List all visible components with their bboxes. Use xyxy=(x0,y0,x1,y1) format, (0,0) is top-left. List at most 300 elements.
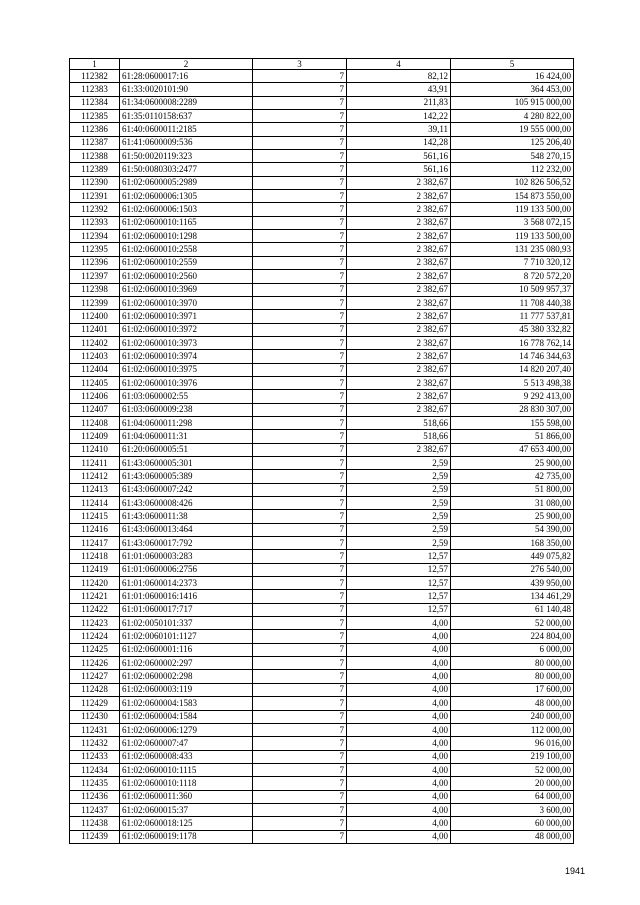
code-cell: 7 xyxy=(253,136,347,149)
code-cell: 7 xyxy=(253,763,347,776)
table-row xyxy=(70,256,574,269)
code-cell: 7 xyxy=(253,550,347,563)
table-row xyxy=(70,296,574,309)
cadastral-number-cell: 61:02:0600010:3973 xyxy=(120,336,253,349)
row-number-cell: 112437 xyxy=(70,803,120,816)
cadastral-number-cell: 61:02:0600010:1115 xyxy=(120,763,253,776)
cadastral-number-cell: 61:02:0060101:1127 xyxy=(120,630,253,643)
row-number-cell: 112400 xyxy=(70,310,120,323)
table-row xyxy=(70,350,574,363)
column-header-2: 2 xyxy=(120,59,253,70)
column-header-5: 5 xyxy=(451,59,574,70)
value-cell: 154 873 550,00 xyxy=(451,190,574,203)
value-cell: 224 804,00 xyxy=(451,630,574,643)
table-row xyxy=(70,430,574,443)
table-row xyxy=(70,190,574,203)
code-cell: 7 xyxy=(253,350,347,363)
cadastral-number-cell: 61:02:0600018:125 xyxy=(120,817,253,830)
table-row xyxy=(70,683,574,696)
row-number-cell: 112407 xyxy=(70,403,120,416)
value-cell: 54 390,00 xyxy=(451,523,574,536)
cadastral-number-cell: 61:02:0600003:119 xyxy=(120,683,253,696)
cadastral-number-cell: 61:02:0600010:2558 xyxy=(120,243,253,256)
rate-cell: 2 382,67 xyxy=(347,230,451,243)
cadastral-number-cell: 61:50:0020119:323 xyxy=(120,150,253,163)
value-cell: 7 710 320,12 xyxy=(451,256,574,269)
value-cell: 8 720 572,20 xyxy=(451,270,574,283)
cadastral-number-cell: 61:01:0600003:283 xyxy=(120,550,253,563)
value-cell: 14 820 207,40 xyxy=(451,363,574,376)
column-header-1: 1 xyxy=(70,59,120,70)
row-number-cell: 112397 xyxy=(70,270,120,283)
rate-cell: 4,00 xyxy=(347,643,451,656)
code-cell: 7 xyxy=(253,803,347,816)
rate-cell: 12,57 xyxy=(347,590,451,603)
table-header xyxy=(70,59,574,70)
row-number-cell: 112430 xyxy=(70,710,120,723)
cadastral-number-cell: 61:02:0600006:1503 xyxy=(120,203,253,216)
value-cell: 102 826 506,52 xyxy=(451,176,574,189)
table-row xyxy=(70,336,574,349)
code-cell: 7 xyxy=(253,630,347,643)
rate-cell: 2,59 xyxy=(347,523,451,536)
table-row xyxy=(70,697,574,710)
column-header-3: 3 xyxy=(253,59,347,70)
value-cell: 28 830 307,00 xyxy=(451,403,574,416)
table-row xyxy=(70,83,574,96)
rate-cell: 142,22 xyxy=(347,110,451,123)
rate-cell: 2 382,67 xyxy=(347,243,451,256)
table-row xyxy=(70,577,574,590)
cadastral-number-cell: 61:02:0600011:360 xyxy=(120,790,253,803)
value-cell: 11 777 537,81 xyxy=(451,310,574,323)
row-number-cell: 112436 xyxy=(70,790,120,803)
table-row xyxy=(70,817,574,830)
table-row xyxy=(70,96,574,109)
rate-cell: 561,16 xyxy=(347,150,451,163)
rate-cell: 211,83 xyxy=(347,96,451,109)
value-cell: 364 453,00 xyxy=(451,83,574,96)
code-cell: 7 xyxy=(253,430,347,443)
row-number-cell: 112431 xyxy=(70,723,120,736)
table-row xyxy=(70,523,574,536)
row-number-cell: 112410 xyxy=(70,443,120,456)
rate-cell: 4,00 xyxy=(347,763,451,776)
rate-cell: 2,59 xyxy=(347,497,451,510)
value-cell: 60 000,00 xyxy=(451,817,574,830)
code-cell: 7 xyxy=(253,510,347,523)
row-number-cell: 112405 xyxy=(70,376,120,389)
code-cell: 7 xyxy=(253,256,347,269)
cadastral-number-cell: 61:02:0600010:3971 xyxy=(120,310,253,323)
value-cell: 10 509 957,37 xyxy=(451,283,574,296)
cadastral-number-cell: 61:02:0600019:1178 xyxy=(120,830,253,843)
row-number-cell: 112421 xyxy=(70,590,120,603)
row-number-cell: 112390 xyxy=(70,176,120,189)
rate-cell: 12,57 xyxy=(347,550,451,563)
row-number-cell: 112398 xyxy=(70,283,120,296)
value-cell: 219 100,00 xyxy=(451,750,574,763)
row-number-cell: 112393 xyxy=(70,216,120,229)
value-cell: 168 350,00 xyxy=(451,537,574,550)
cadastral-number-cell: 61:02:0600015:37 xyxy=(120,803,253,816)
table-row xyxy=(70,830,574,843)
code-cell: 7 xyxy=(253,643,347,656)
rate-cell: 2 382,67 xyxy=(347,363,451,376)
page-number: 1941 xyxy=(564,866,585,876)
rate-cell: 4,00 xyxy=(347,670,451,683)
code-cell: 7 xyxy=(253,723,347,736)
rate-cell: 2 382,67 xyxy=(347,323,451,336)
table-row xyxy=(70,657,574,670)
row-number-cell: 112391 xyxy=(70,190,120,203)
value-cell: 61 140,48 xyxy=(451,603,574,616)
row-number-cell: 112389 xyxy=(70,163,120,176)
code-cell: 7 xyxy=(253,737,347,750)
row-number-cell: 112419 xyxy=(70,563,120,576)
value-cell: 134 461,29 xyxy=(451,590,574,603)
code-cell: 7 xyxy=(253,376,347,389)
code-cell: 7 xyxy=(253,203,347,216)
value-cell: 119 133 500,00 xyxy=(451,203,574,216)
code-cell: 7 xyxy=(253,110,347,123)
table-row xyxy=(70,310,574,323)
code-cell: 7 xyxy=(253,390,347,403)
cadastral-number-cell: 61:01:0600014:2373 xyxy=(120,577,253,590)
table-body xyxy=(70,70,574,844)
cadastral-number-cell: 61:20:0600005:51 xyxy=(120,443,253,456)
cadastral-number-cell: 61:02:0600001:116 xyxy=(120,643,253,656)
code-cell: 7 xyxy=(253,657,347,670)
row-number-cell: 112402 xyxy=(70,336,120,349)
rate-cell: 142,28 xyxy=(347,136,451,149)
cadastral-number-cell: 61:02:0600010:3972 xyxy=(120,323,253,336)
table-row xyxy=(70,723,574,736)
rate-cell: 4,00 xyxy=(347,683,451,696)
row-number-cell: 112394 xyxy=(70,230,120,243)
cadastral-number-cell: 61:02:0050101:337 xyxy=(120,617,253,630)
value-cell: 112 000,00 xyxy=(451,723,574,736)
value-cell: 48 000,00 xyxy=(451,830,574,843)
value-cell: 119 133 500,00 xyxy=(451,230,574,243)
code-cell: 7 xyxy=(253,176,347,189)
row-number-cell: 112386 xyxy=(70,123,120,136)
row-number-cell: 112401 xyxy=(70,323,120,336)
cadastral-number-cell: 61:43:0600007:242 xyxy=(120,483,253,496)
row-number-cell: 112424 xyxy=(70,630,120,643)
table-row xyxy=(70,763,574,776)
row-number-cell: 112387 xyxy=(70,136,120,149)
table-row xyxy=(70,270,574,283)
cadastral-number-cell: 61:02:0600004:1583 xyxy=(120,697,253,710)
table-row xyxy=(70,163,574,176)
cadastral-number-cell: 61:03:0600002:55 xyxy=(120,390,253,403)
value-cell: 5 513 498,38 xyxy=(451,376,574,389)
code-cell: 7 xyxy=(253,483,347,496)
rate-cell: 2 382,67 xyxy=(347,390,451,403)
table-row xyxy=(70,403,574,416)
cadastral-number-cell: 61:04:0600011:31 xyxy=(120,430,253,443)
value-cell: 51 866,00 xyxy=(451,430,574,443)
cadastral-number-cell: 61:43:0600013:464 xyxy=(120,523,253,536)
table-row xyxy=(70,777,574,790)
rate-cell: 4,00 xyxy=(347,617,451,630)
code-cell: 7 xyxy=(253,683,347,696)
code-cell: 7 xyxy=(253,70,347,83)
code-cell: 7 xyxy=(253,230,347,243)
code-cell: 7 xyxy=(253,283,347,296)
row-number-cell: 112425 xyxy=(70,643,120,656)
rate-cell: 2,59 xyxy=(347,537,451,550)
row-number-cell: 112428 xyxy=(70,683,120,696)
code-cell: 7 xyxy=(253,363,347,376)
row-number-cell: 112427 xyxy=(70,670,120,683)
value-cell: 80 000,00 xyxy=(451,657,574,670)
value-cell: 64 000,00 xyxy=(451,790,574,803)
table-row xyxy=(70,510,574,523)
cadastral-number-cell: 61:02:0600010:1298 xyxy=(120,230,253,243)
value-cell: 439 950,00 xyxy=(451,577,574,590)
value-cell: 16 778 762,14 xyxy=(451,336,574,349)
rate-cell: 2,59 xyxy=(347,470,451,483)
rate-cell: 39,11 xyxy=(347,123,451,136)
rate-cell: 2 382,67 xyxy=(347,403,451,416)
rate-cell: 4,00 xyxy=(347,710,451,723)
row-number-cell: 112403 xyxy=(70,350,120,363)
table-row xyxy=(70,416,574,429)
cadastral-number-cell: 61:02:0600006:1279 xyxy=(120,723,253,736)
table-row xyxy=(70,390,574,403)
row-number-cell: 112416 xyxy=(70,523,120,536)
cadastral-number-cell: 61:02:0600010:2560 xyxy=(120,270,253,283)
rate-cell: 2 382,67 xyxy=(347,216,451,229)
code-cell: 7 xyxy=(253,150,347,163)
value-cell: 449 075,82 xyxy=(451,550,574,563)
row-number-cell: 112415 xyxy=(70,510,120,523)
cadastral-number-cell: 61:02:0600010:3970 xyxy=(120,296,253,309)
row-number-cell: 112392 xyxy=(70,203,120,216)
row-number-cell: 112433 xyxy=(70,750,120,763)
rate-cell: 2 382,67 xyxy=(347,376,451,389)
cadastral-number-cell: 61:03:0600009:238 xyxy=(120,403,253,416)
row-number-cell: 112395 xyxy=(70,243,120,256)
code-cell: 7 xyxy=(253,523,347,536)
rate-cell: 2 382,67 xyxy=(347,203,451,216)
value-cell: 25 900,00 xyxy=(451,456,574,469)
row-number-cell: 112418 xyxy=(70,550,120,563)
rate-cell: 4,00 xyxy=(347,803,451,816)
value-cell: 17 600,00 xyxy=(451,683,574,696)
value-cell: 9 292 413,00 xyxy=(451,390,574,403)
row-number-cell: 112399 xyxy=(70,296,120,309)
rate-cell: 12,57 xyxy=(347,603,451,616)
value-cell: 52 000,00 xyxy=(451,617,574,630)
row-number-cell: 112439 xyxy=(70,830,120,843)
rate-cell: 4,00 xyxy=(347,817,451,830)
cadastral-number-cell: 61:01:0600016:1416 xyxy=(120,590,253,603)
code-cell: 7 xyxy=(253,96,347,109)
rate-cell: 2 382,67 xyxy=(347,270,451,283)
value-cell: 45 380 332,82 xyxy=(451,323,574,336)
cadastral-number-cell: 61:43:0600005:389 xyxy=(120,470,253,483)
table-row xyxy=(70,643,574,656)
cadastral-number-cell: 61:02:0600010:1165 xyxy=(120,216,253,229)
table-row xyxy=(70,670,574,683)
rate-cell: 4,00 xyxy=(347,777,451,790)
rate-cell: 2 382,67 xyxy=(347,336,451,349)
table-row xyxy=(70,123,574,136)
code-cell: 7 xyxy=(253,403,347,416)
cadastral-number-cell: 61:02:0600007:47 xyxy=(120,737,253,750)
rate-cell: 4,00 xyxy=(347,630,451,643)
row-number-cell: 112432 xyxy=(70,737,120,750)
cadastral-number-cell: 61:02:0600002:297 xyxy=(120,657,253,670)
table-row xyxy=(70,617,574,630)
table-row xyxy=(70,363,574,376)
value-cell: 14 746 344,63 xyxy=(451,350,574,363)
cadastral-number-cell: 61:02:0600010:3974 xyxy=(120,350,253,363)
cadastral-number-cell: 61:02:0600002:298 xyxy=(120,670,253,683)
cadastral-number-cell: 61:02:0600010:3975 xyxy=(120,363,253,376)
row-number-cell: 112411 xyxy=(70,456,120,469)
cadastral-number-cell: 61:01:0600017:717 xyxy=(120,603,253,616)
table-row xyxy=(70,483,574,496)
registry-table xyxy=(69,58,574,844)
table-row xyxy=(70,230,574,243)
cadastral-number-cell: 61:43:0600008:426 xyxy=(120,497,253,510)
table-row xyxy=(70,710,574,723)
row-number-cell: 112406 xyxy=(70,390,120,403)
row-number-cell: 112423 xyxy=(70,617,120,630)
code-cell: 7 xyxy=(253,603,347,616)
table-row xyxy=(70,790,574,803)
value-cell: 19 555 000,00 xyxy=(451,123,574,136)
code-cell: 7 xyxy=(253,563,347,576)
row-number-cell: 112385 xyxy=(70,110,120,123)
row-number-cell: 112383 xyxy=(70,83,120,96)
cadastral-number-cell: 61:02:0600008:433 xyxy=(120,750,253,763)
rate-cell: 82,12 xyxy=(347,70,451,83)
cadastral-number-cell: 61:50:0080303:2477 xyxy=(120,163,253,176)
code-cell: 7 xyxy=(253,323,347,336)
cadastral-number-cell: 61:28:0600017:16 xyxy=(120,70,253,83)
rate-cell: 2 382,67 xyxy=(347,310,451,323)
row-number-cell: 112434 xyxy=(70,763,120,776)
row-number-cell: 112409 xyxy=(70,430,120,443)
value-cell: 31 080,00 xyxy=(451,497,574,510)
code-cell: 7 xyxy=(253,243,347,256)
cadastral-number-cell: 61:04:0600011:298 xyxy=(120,416,253,429)
cadastral-number-cell: 61:02:0600005:2989 xyxy=(120,176,253,189)
row-number-cell: 112396 xyxy=(70,256,120,269)
value-cell: 51 800,00 xyxy=(451,483,574,496)
rate-cell: 4,00 xyxy=(347,723,451,736)
rate-cell: 4,00 xyxy=(347,750,451,763)
rate-cell: 2,59 xyxy=(347,456,451,469)
code-cell: 7 xyxy=(253,456,347,469)
table-row xyxy=(70,470,574,483)
code-cell: 7 xyxy=(253,83,347,96)
cadastral-number-cell: 61:02:0600010:2559 xyxy=(120,256,253,269)
code-cell: 7 xyxy=(253,617,347,630)
row-number-cell: 112404 xyxy=(70,363,120,376)
row-number-cell: 112408 xyxy=(70,416,120,429)
code-cell: 7 xyxy=(253,123,347,136)
row-number-cell: 112435 xyxy=(70,777,120,790)
value-cell: 25 900,00 xyxy=(451,510,574,523)
value-cell: 131 235 080,93 xyxy=(451,243,574,256)
code-cell: 7 xyxy=(253,817,347,830)
rate-cell: 4,00 xyxy=(347,790,451,803)
code-cell: 7 xyxy=(253,590,347,603)
table-row xyxy=(70,456,574,469)
code-cell: 7 xyxy=(253,697,347,710)
cadastral-number-cell: 61:41:0600009:536 xyxy=(120,136,253,149)
value-cell: 16 424,00 xyxy=(451,70,574,83)
cadastral-number-cell: 61:33:0020101:90 xyxy=(120,83,253,96)
rate-cell: 4,00 xyxy=(347,737,451,750)
code-cell: 7 xyxy=(253,296,347,309)
table-row xyxy=(70,803,574,816)
rate-cell: 12,57 xyxy=(347,577,451,590)
code-cell: 7 xyxy=(253,416,347,429)
table-row xyxy=(70,750,574,763)
code-cell: 7 xyxy=(253,216,347,229)
table-row xyxy=(70,443,574,456)
table-row xyxy=(70,376,574,389)
table-row xyxy=(70,243,574,256)
value-cell: 52 000,00 xyxy=(451,763,574,776)
value-cell: 548 270,15 xyxy=(451,150,574,163)
column-header-4: 4 xyxy=(347,59,451,70)
value-cell: 42 735,00 xyxy=(451,470,574,483)
rate-cell: 4,00 xyxy=(347,657,451,670)
rate-cell: 518,66 xyxy=(347,430,451,443)
table-row xyxy=(70,70,574,83)
rate-cell: 2 382,67 xyxy=(347,350,451,363)
cadastral-number-cell: 61:34:0600008:2289 xyxy=(120,96,253,109)
code-cell: 7 xyxy=(253,750,347,763)
cadastral-number-cell: 61:43:0600011:38 xyxy=(120,510,253,523)
value-cell: 105 915 000,00 xyxy=(451,96,574,109)
cadastral-number-cell: 61:43:0600005:301 xyxy=(120,456,253,469)
table-row xyxy=(70,136,574,149)
value-cell: 4 280 822,00 xyxy=(451,110,574,123)
rate-cell: 4,00 xyxy=(347,697,451,710)
rate-cell: 2 382,67 xyxy=(347,256,451,269)
code-cell: 7 xyxy=(253,190,347,203)
row-number-cell: 112384 xyxy=(70,96,120,109)
code-cell: 7 xyxy=(253,310,347,323)
code-cell: 7 xyxy=(253,443,347,456)
value-cell: 155 598,00 xyxy=(451,416,574,429)
cadastral-number-cell: 61:02:0600010:1118 xyxy=(120,777,253,790)
table-row xyxy=(70,630,574,643)
cadastral-number-cell: 61:02:0600006:1305 xyxy=(120,190,253,203)
value-cell: 47 653 400,00 xyxy=(451,443,574,456)
value-cell: 125 206,40 xyxy=(451,136,574,149)
code-cell: 7 xyxy=(253,497,347,510)
code-cell: 7 xyxy=(253,336,347,349)
table-row xyxy=(70,176,574,189)
rate-cell: 2 382,67 xyxy=(347,443,451,456)
cadastral-number-cell: 61:35:0110158:637 xyxy=(120,110,253,123)
rate-cell: 518,66 xyxy=(347,416,451,429)
rate-cell: 43,91 xyxy=(347,83,451,96)
code-cell: 7 xyxy=(253,777,347,790)
table-row xyxy=(70,563,574,576)
row-number-cell: 112429 xyxy=(70,697,120,710)
